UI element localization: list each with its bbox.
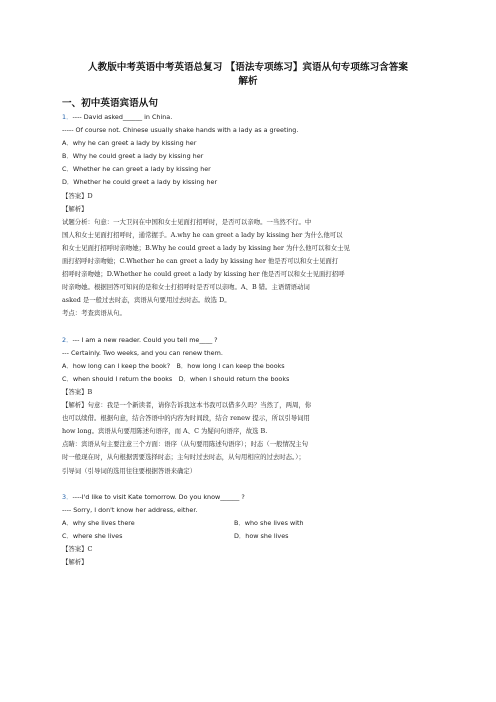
question-2-explanation-line: 引导词（引导词的选用往往要根据答语来确定） bbox=[62, 466, 197, 475]
question-1-option-b: B．Why he could greet a lady by kissing her bbox=[62, 152, 204, 161]
question-1-option-d: D．Whether he could greet a lady by kissing her bbox=[62, 178, 218, 187]
question-1-option-a: A．why he can greet a lady by kissing her bbox=[62, 139, 197, 148]
question-3-option-b: B．who she lives with bbox=[234, 518, 304, 527]
question-3-options-ab bbox=[62, 517, 434, 530]
question-1-explanation-line: 国人和女士见面打招呼时，通常握手。A.why he can greet a lady by kissing her 为什么他可以 bbox=[62, 230, 343, 239]
question-3-number: 3． bbox=[62, 492, 73, 501]
question-2-explanation-line: how long。宾语从句要用陈述句语序，而 A、C 为疑问句语序，故选 B. bbox=[62, 427, 268, 436]
question-3-option-a: A．why she lives there bbox=[62, 518, 135, 527]
question-2-reply: --- Certainly. Two weeks, and you can renew them. bbox=[62, 348, 223, 357]
document-title-continued: 解析 bbox=[238, 76, 258, 87]
question-1-explanation-line: 招呼时亲吻她；D.Whether he could greet a lady by kissing her 他是否可以和女士见面打招呼 bbox=[62, 270, 345, 279]
document-body bbox=[62, 111, 434, 569]
question-1-topic: 考点：考查宾语从句。 bbox=[62, 309, 126, 318]
question-2-options-ab: A．how long can I keep the book? B．how long I can keep the books bbox=[62, 361, 285, 370]
question-1-analysis-label: 【解析】 bbox=[62, 204, 88, 213]
question-1-explanation-line: asked 是一般过去时态，宾语从句要用过去时态。故选 D。 bbox=[62, 296, 231, 305]
question-1-reply: ----- Of course not. Chinese usually shake hands with a lady as a greeting. bbox=[62, 126, 299, 135]
question-1-number: 1． bbox=[62, 113, 73, 121]
question-1-explanation-line: 面打招呼时亲吻她；C.Whether he can greet a lady by kissing her 他是否可以和女士见面打 bbox=[62, 257, 339, 266]
question-2-explanation-line: 时一般现在时，从句根据需要选择时态；主句时过去时态，从句用相应的过去时态。）； bbox=[62, 453, 305, 462]
question-2-explanation-line: 点睛：宾语从句主要注意三个方面：语序（从句要用陈述句语序）；时态（一般情况主句 bbox=[62, 440, 309, 449]
question-1-answer: 【答案】D bbox=[62, 191, 93, 200]
question-3-reply: ---- Sorry, I don't know her address, either. bbox=[62, 505, 198, 514]
question-2-answer: 【答案】B bbox=[62, 387, 93, 396]
question-2-explanation-line: 也可以续借。根据句意，结合答语中的内容为时间段，结合 renew 提示，所以引导词用 bbox=[62, 414, 310, 423]
question-3-stem: 3．----I'd like to visit Kate tomorrow. Do you know______ ? bbox=[62, 492, 245, 501]
question-2-number: 2． bbox=[62, 335, 73, 344]
question-2-explanation-line: 【解析】句意：我是一个新读者，请你告诉我这本书我可以借多久吗？当然了，两周，你 bbox=[62, 401, 312, 410]
question-3-analysis-label: 【解析】 bbox=[62, 558, 88, 567]
spacer bbox=[62, 321, 434, 334]
spacer bbox=[62, 478, 434, 491]
document-title: 人教版中考英语中考英语总复习 【语法专项练习】宾语从句专项练习含答案 bbox=[88, 62, 408, 73]
question-3-option-d: D．how she lives bbox=[234, 532, 289, 540]
question-1-option-c: C．Whether he can greet a lady by kissing her bbox=[62, 165, 211, 174]
question-1-explanation-line: 和女士见面打招呼时亲吻她；B.Why he could greet a lady by kissing her 为什么他可以和女士见 bbox=[62, 243, 350, 252]
section-heading: 一、初中英语宾语从句 bbox=[62, 98, 158, 109]
question-2-options-cd: C．when should I return the books D．when I should return the books bbox=[62, 374, 290, 383]
question-1-explanation-line: 试题分析：句意：一大卫问在中国和女士见面打招呼时，是否可以亲吻。一当然不行。中 bbox=[62, 217, 312, 226]
question-2-stem: 2．--- I am a new reader. Could you tell me____ ? bbox=[62, 335, 218, 344]
question-3-option-c: C．where she lives bbox=[62, 532, 123, 540]
question-1-stem: 1．---- David asked______ in China. bbox=[62, 113, 173, 121]
question-1-explanation-line: 时亲吻她。根据回答可知问的是和女士打招呼时是否可以亲吻。A、B 错。主语谓语动词 bbox=[62, 283, 310, 292]
question-3-answer: 【答案】C bbox=[62, 545, 93, 554]
question-3-options-cd bbox=[62, 530, 434, 543]
